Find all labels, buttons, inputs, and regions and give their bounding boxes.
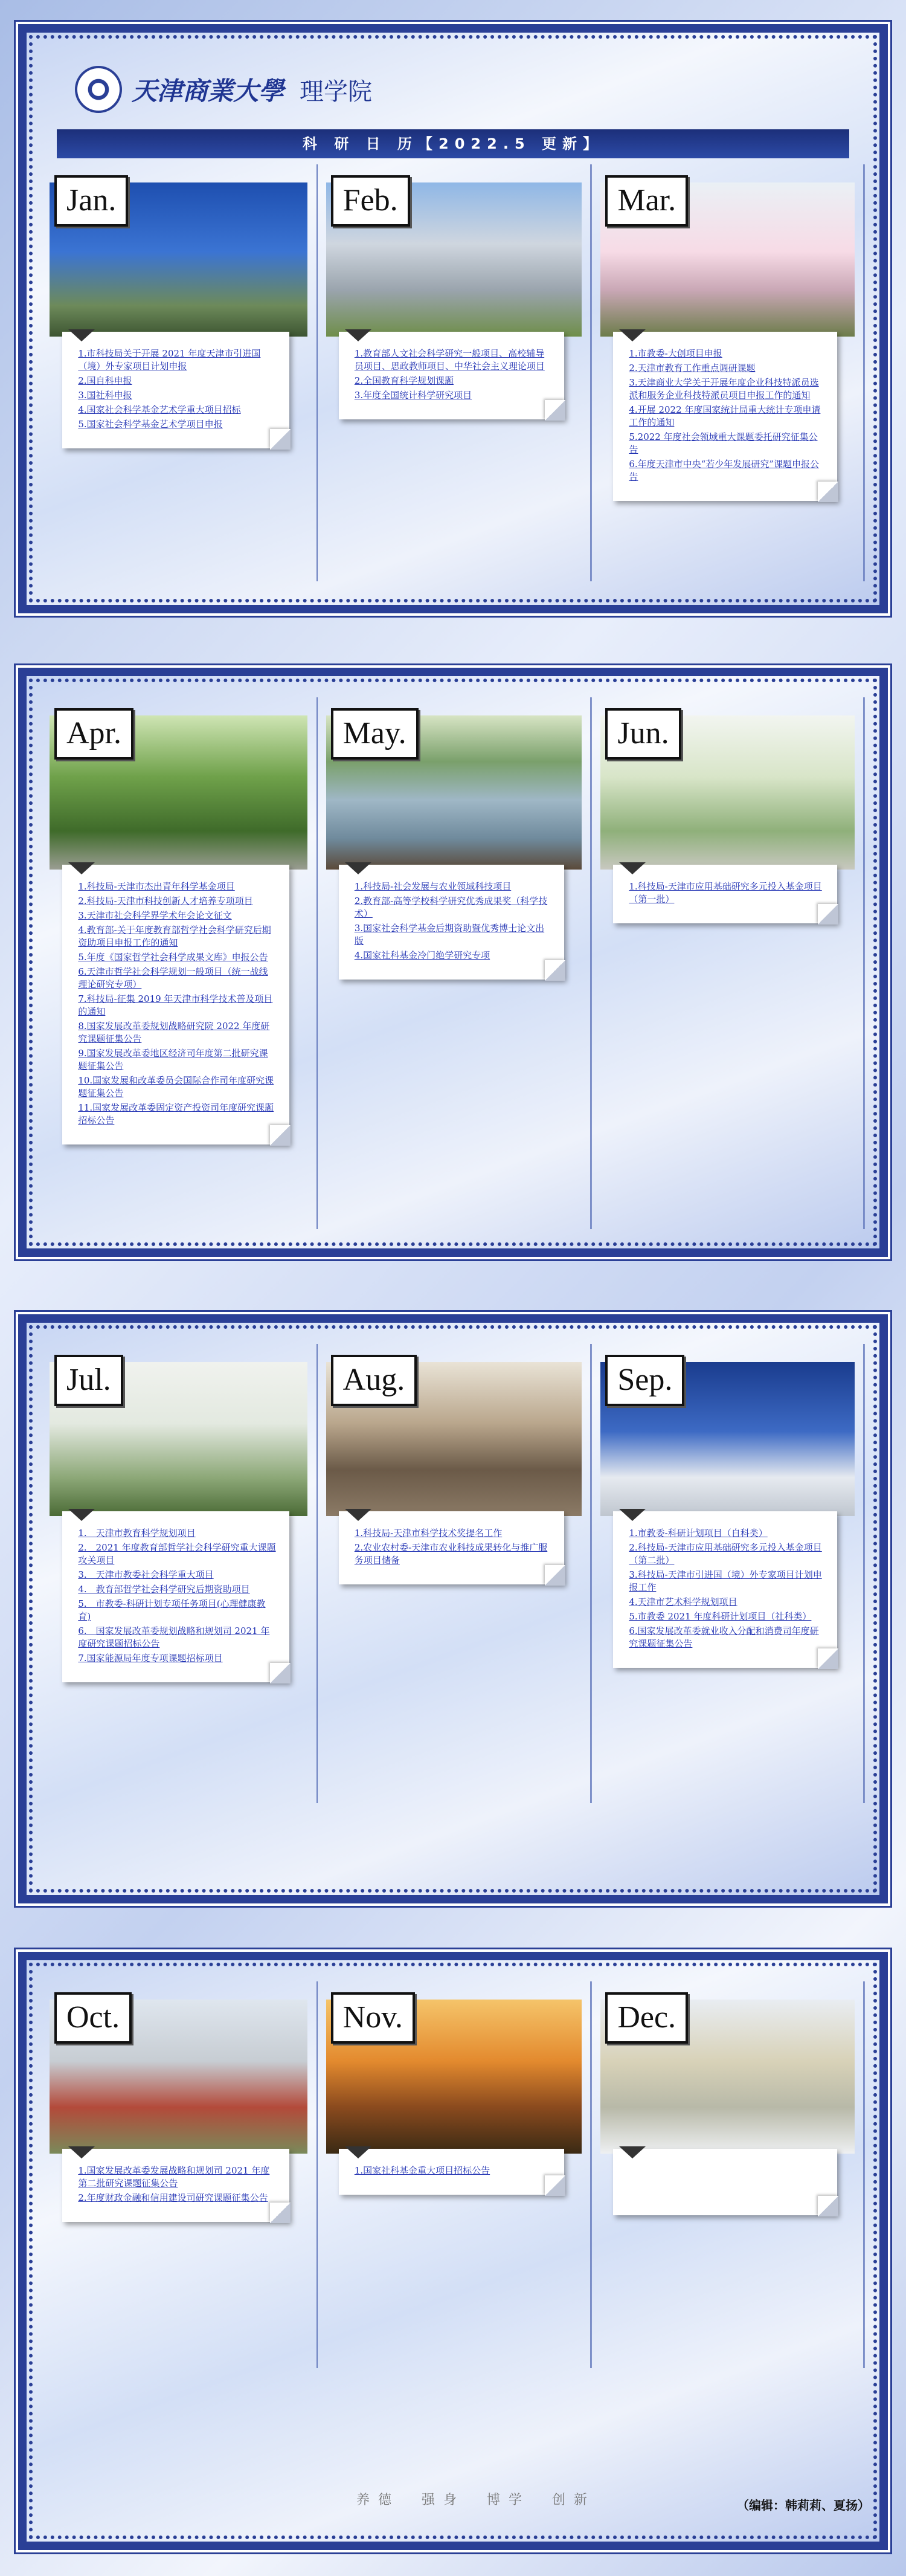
project-link[interactable]: 6. 国家发展改革委规划战略和规划司 2021 年度研究课题招标公告 xyxy=(78,1625,270,1649)
pin-triangle-icon xyxy=(345,329,371,341)
month-note-card xyxy=(339,865,564,980)
project-link[interactable]: 2.国自科申报 xyxy=(78,375,132,386)
month-column xyxy=(316,164,591,581)
pin-triangle-icon xyxy=(68,862,95,874)
project-link[interactable]: 3. 天津市教委社会科学重大项目 xyxy=(78,1569,214,1580)
project-link[interactable]: 4.国家社科基金冷门绝学研究专项 xyxy=(354,950,490,961)
month-note-card xyxy=(62,2149,289,2222)
project-link[interactable]: 5.市教委 2021 年度科研计划项目（社科类） xyxy=(629,1611,812,1622)
project-link[interactable]: 2.全国教育科学规划课题 xyxy=(354,375,454,386)
month-column xyxy=(590,1344,865,1803)
month-label: Mar. xyxy=(605,175,688,227)
project-link[interactable]: 6.年度天津市中央“若少年发展研究”课题申报公告 xyxy=(629,459,820,482)
pin-triangle-icon xyxy=(619,329,646,341)
row-band-2 xyxy=(18,668,888,1257)
month-row-2 xyxy=(41,697,865,1229)
pin-triangle-icon xyxy=(345,2146,371,2158)
pin-triangle-icon xyxy=(68,329,95,341)
project-list xyxy=(629,1527,823,1650)
month-row-1 xyxy=(41,164,865,581)
month-column xyxy=(590,1981,865,2368)
project-link[interactable]: 9.国家发展改革委地区经济司年度第二批研究课题征集公告 xyxy=(78,1048,268,1071)
project-link[interactable]: 3.年度全国统计科学研究项目 xyxy=(354,390,472,401)
project-link[interactable]: 2.年度财政金融和信用建设司研究课题征集公告 xyxy=(78,2192,268,2203)
project-link[interactable]: 1.教育部人文社会科学研究一般项目、高校辅导员项目、思政教师项目、中华社会主义理论项目 xyxy=(354,348,545,372)
school-logo-group xyxy=(75,66,372,113)
month-column xyxy=(41,1981,316,2368)
month-note-card xyxy=(62,865,289,1144)
school-emblem-icon xyxy=(75,66,122,113)
project-link[interactable]: 3.科技局-天津市引进国（境）外专家项目计划申报工作 xyxy=(629,1569,822,1593)
project-list xyxy=(78,1527,275,1665)
project-list xyxy=(355,1527,551,1567)
month-label: Feb. xyxy=(331,175,410,227)
month-column xyxy=(41,164,316,581)
pin-triangle-icon xyxy=(619,2146,646,2158)
project-link[interactable]: 1.市科技局关于开展 2021 年度天津市引进国（境）外专家项目计划申报 xyxy=(78,348,261,372)
project-link[interactable]: 3.国家社会科学基金后期资助暨优秀博士论文出版 xyxy=(354,923,545,946)
project-link[interactable]: 3.天津商业大学关于开展年度企业科技特派员选派和服务企业科技特派员项目申报工作的通知 xyxy=(629,377,819,401)
pin-triangle-icon xyxy=(619,862,646,874)
month-row-3 xyxy=(41,1344,865,1803)
project-link[interactable]: 2.农业农村委-天津市农业科技成果转化与推广服务项目储备 xyxy=(354,1542,548,1566)
project-link[interactable]: 7.科技局-征集 2019 年天津市科学技术普及项目的通知 xyxy=(78,993,273,1017)
project-link[interactable]: 4.开展 2022 年度国家统计局重大统计专项申请工作的通知 xyxy=(629,404,821,428)
project-link[interactable]: 8.国家发展改革委规划战略研究院 2022 年度研究课题征集公告 xyxy=(78,1021,270,1044)
page-title: 科 研 日 历【2022.5 更新】 xyxy=(57,129,849,158)
month-column xyxy=(316,697,591,1229)
header-band xyxy=(18,24,888,613)
project-link[interactable]: 7.国家能源局年度专项课题招标项目 xyxy=(78,1653,223,1664)
pin-triangle-icon xyxy=(68,1509,95,1521)
row-band-4 xyxy=(18,1952,888,2550)
project-link[interactable]: 4.国家社会科学基金艺术学重大项目招标 xyxy=(78,404,241,415)
month-note-card xyxy=(613,2149,837,2215)
project-link[interactable]: 5.年度《国家哲学社会科学成果文库》申报公告 xyxy=(78,952,268,963)
project-link[interactable]: 4. 教育部哲学社会科学研究后期资助项目 xyxy=(78,1584,250,1595)
month-label: Nov. xyxy=(331,1992,415,2044)
project-link[interactable]: 6.国家发展改革委就业收入分配和消费司年度研究课题征集公告 xyxy=(629,1625,819,1649)
footer-editor: （编辑：韩莉莉、夏扬） xyxy=(737,2498,870,2513)
project-link[interactable]: 3.国社科申报 xyxy=(78,390,132,401)
month-label: Oct. xyxy=(54,1992,132,2044)
month-note-card xyxy=(339,2149,564,2195)
pin-triangle-icon xyxy=(345,862,371,874)
project-list xyxy=(355,880,551,962)
project-link[interactable]: 5. 市教委-科研计划专项任务项目(心理健康教育) xyxy=(78,1598,266,1622)
footer-motto: 养德 强身 博学 创新 xyxy=(356,2493,596,2508)
month-label: Apr. xyxy=(54,708,133,760)
project-link[interactable]: 11.国家发展改革委固定资产投资司年度研究课题招标公告 xyxy=(78,1102,274,1126)
project-list xyxy=(629,347,823,483)
month-note-card xyxy=(613,332,837,501)
month-column xyxy=(41,1344,316,1803)
month-label: Dec. xyxy=(605,1992,688,2044)
month-note-card xyxy=(613,1511,837,1668)
project-link[interactable]: 1. 天津市教育科学规划项目 xyxy=(78,1528,196,1538)
project-list xyxy=(355,347,551,402)
project-link[interactable]: 2.科技局-天津市应用基础研究多元投入基金项目（第二批） xyxy=(629,1542,822,1566)
month-label: Aug. xyxy=(331,1355,417,1406)
project-list xyxy=(355,2164,551,2177)
project-link[interactable]: 1.科技局-社会发展与农业领域科技项目 xyxy=(354,881,512,892)
project-link[interactable]: 2.科技局-天津市科技创新人才培养专项项目 xyxy=(78,896,253,906)
project-link[interactable]: 1.国家社科基金重大项目招标公告 xyxy=(354,2165,490,2176)
month-note-card xyxy=(613,865,837,923)
month-note-card xyxy=(339,332,564,419)
pin-triangle-icon xyxy=(345,1509,371,1521)
project-link[interactable]: 5.国家社会科学基金艺术学项目申报 xyxy=(78,419,223,430)
month-column xyxy=(590,697,865,1229)
project-link[interactable]: 2.教育部-高等学校科学研究优秀成果奖（科学技术） xyxy=(354,896,548,919)
college-name: 理学院 xyxy=(300,77,373,106)
month-note-card xyxy=(62,332,289,448)
school-name: 天津商業大學 xyxy=(132,76,284,106)
month-column xyxy=(41,697,316,1229)
project-link[interactable]: 10.国家发展和改革委员会国际合作司年度研究课题征集公告 xyxy=(78,1075,274,1099)
project-link[interactable]: 1.科技局-天津市应用基础研究多元投入基金项目（第一批） xyxy=(629,881,822,905)
project-link[interactable]: 4.教育部-关于年度教育部哲学社会科学研究后期资助项目申报工作的通知 xyxy=(78,925,271,948)
month-column xyxy=(316,1981,591,2368)
month-label: Jul. xyxy=(54,1355,123,1406)
month-column xyxy=(316,1344,591,1803)
project-link[interactable]: 5.2022 年度社会领域重大课题委托研究征集公告 xyxy=(629,431,818,455)
project-link[interactable]: 1.科技局-天津市杰出青年科学基金项目 xyxy=(78,881,235,892)
pin-triangle-icon xyxy=(619,1509,646,1521)
month-note-card xyxy=(62,1511,289,1682)
project-link[interactable]: 4.天津市艺术科学规划项目 xyxy=(629,1596,737,1607)
month-label: Sep. xyxy=(605,1355,684,1406)
project-list xyxy=(78,347,275,431)
project-link[interactable]: 2. 2021 年度教育部哲学社会科学研究重大课题攻关项目 xyxy=(78,1542,276,1566)
project-list xyxy=(78,2164,275,2204)
project-link[interactable]: 1.科技局-天津市科学技术奖提名工作 xyxy=(354,1528,503,1538)
month-note-card xyxy=(339,1511,564,1584)
pin-triangle-icon xyxy=(68,2146,95,2158)
project-link[interactable]: 1.市教委-大创项目申报 xyxy=(629,348,722,359)
project-link[interactable]: 3.天津市社会科学界学术年会论文征文 xyxy=(78,910,232,921)
month-label: Jun. xyxy=(605,708,681,760)
row-band-3 xyxy=(18,1314,888,1903)
month-label: May. xyxy=(331,708,419,760)
month-row-4 xyxy=(41,1981,865,2368)
project-link[interactable]: 1.国家发展改革委发展战略和规划司 2021 年度第二批研究课题征集公告 xyxy=(78,2165,270,2189)
month-column xyxy=(590,164,865,581)
project-link[interactable]: 1.市教委-科研计划项目（自科类） xyxy=(629,1528,768,1538)
project-list xyxy=(629,880,823,906)
project-link[interactable]: 6.天津市哲学社会科学规划一般项目（统一战线理论研究专项） xyxy=(78,966,268,990)
project-link[interactable]: 2.天津市教育工作重点调研课题 xyxy=(629,363,756,373)
month-label: Jan. xyxy=(54,175,128,227)
project-list xyxy=(78,880,275,1127)
